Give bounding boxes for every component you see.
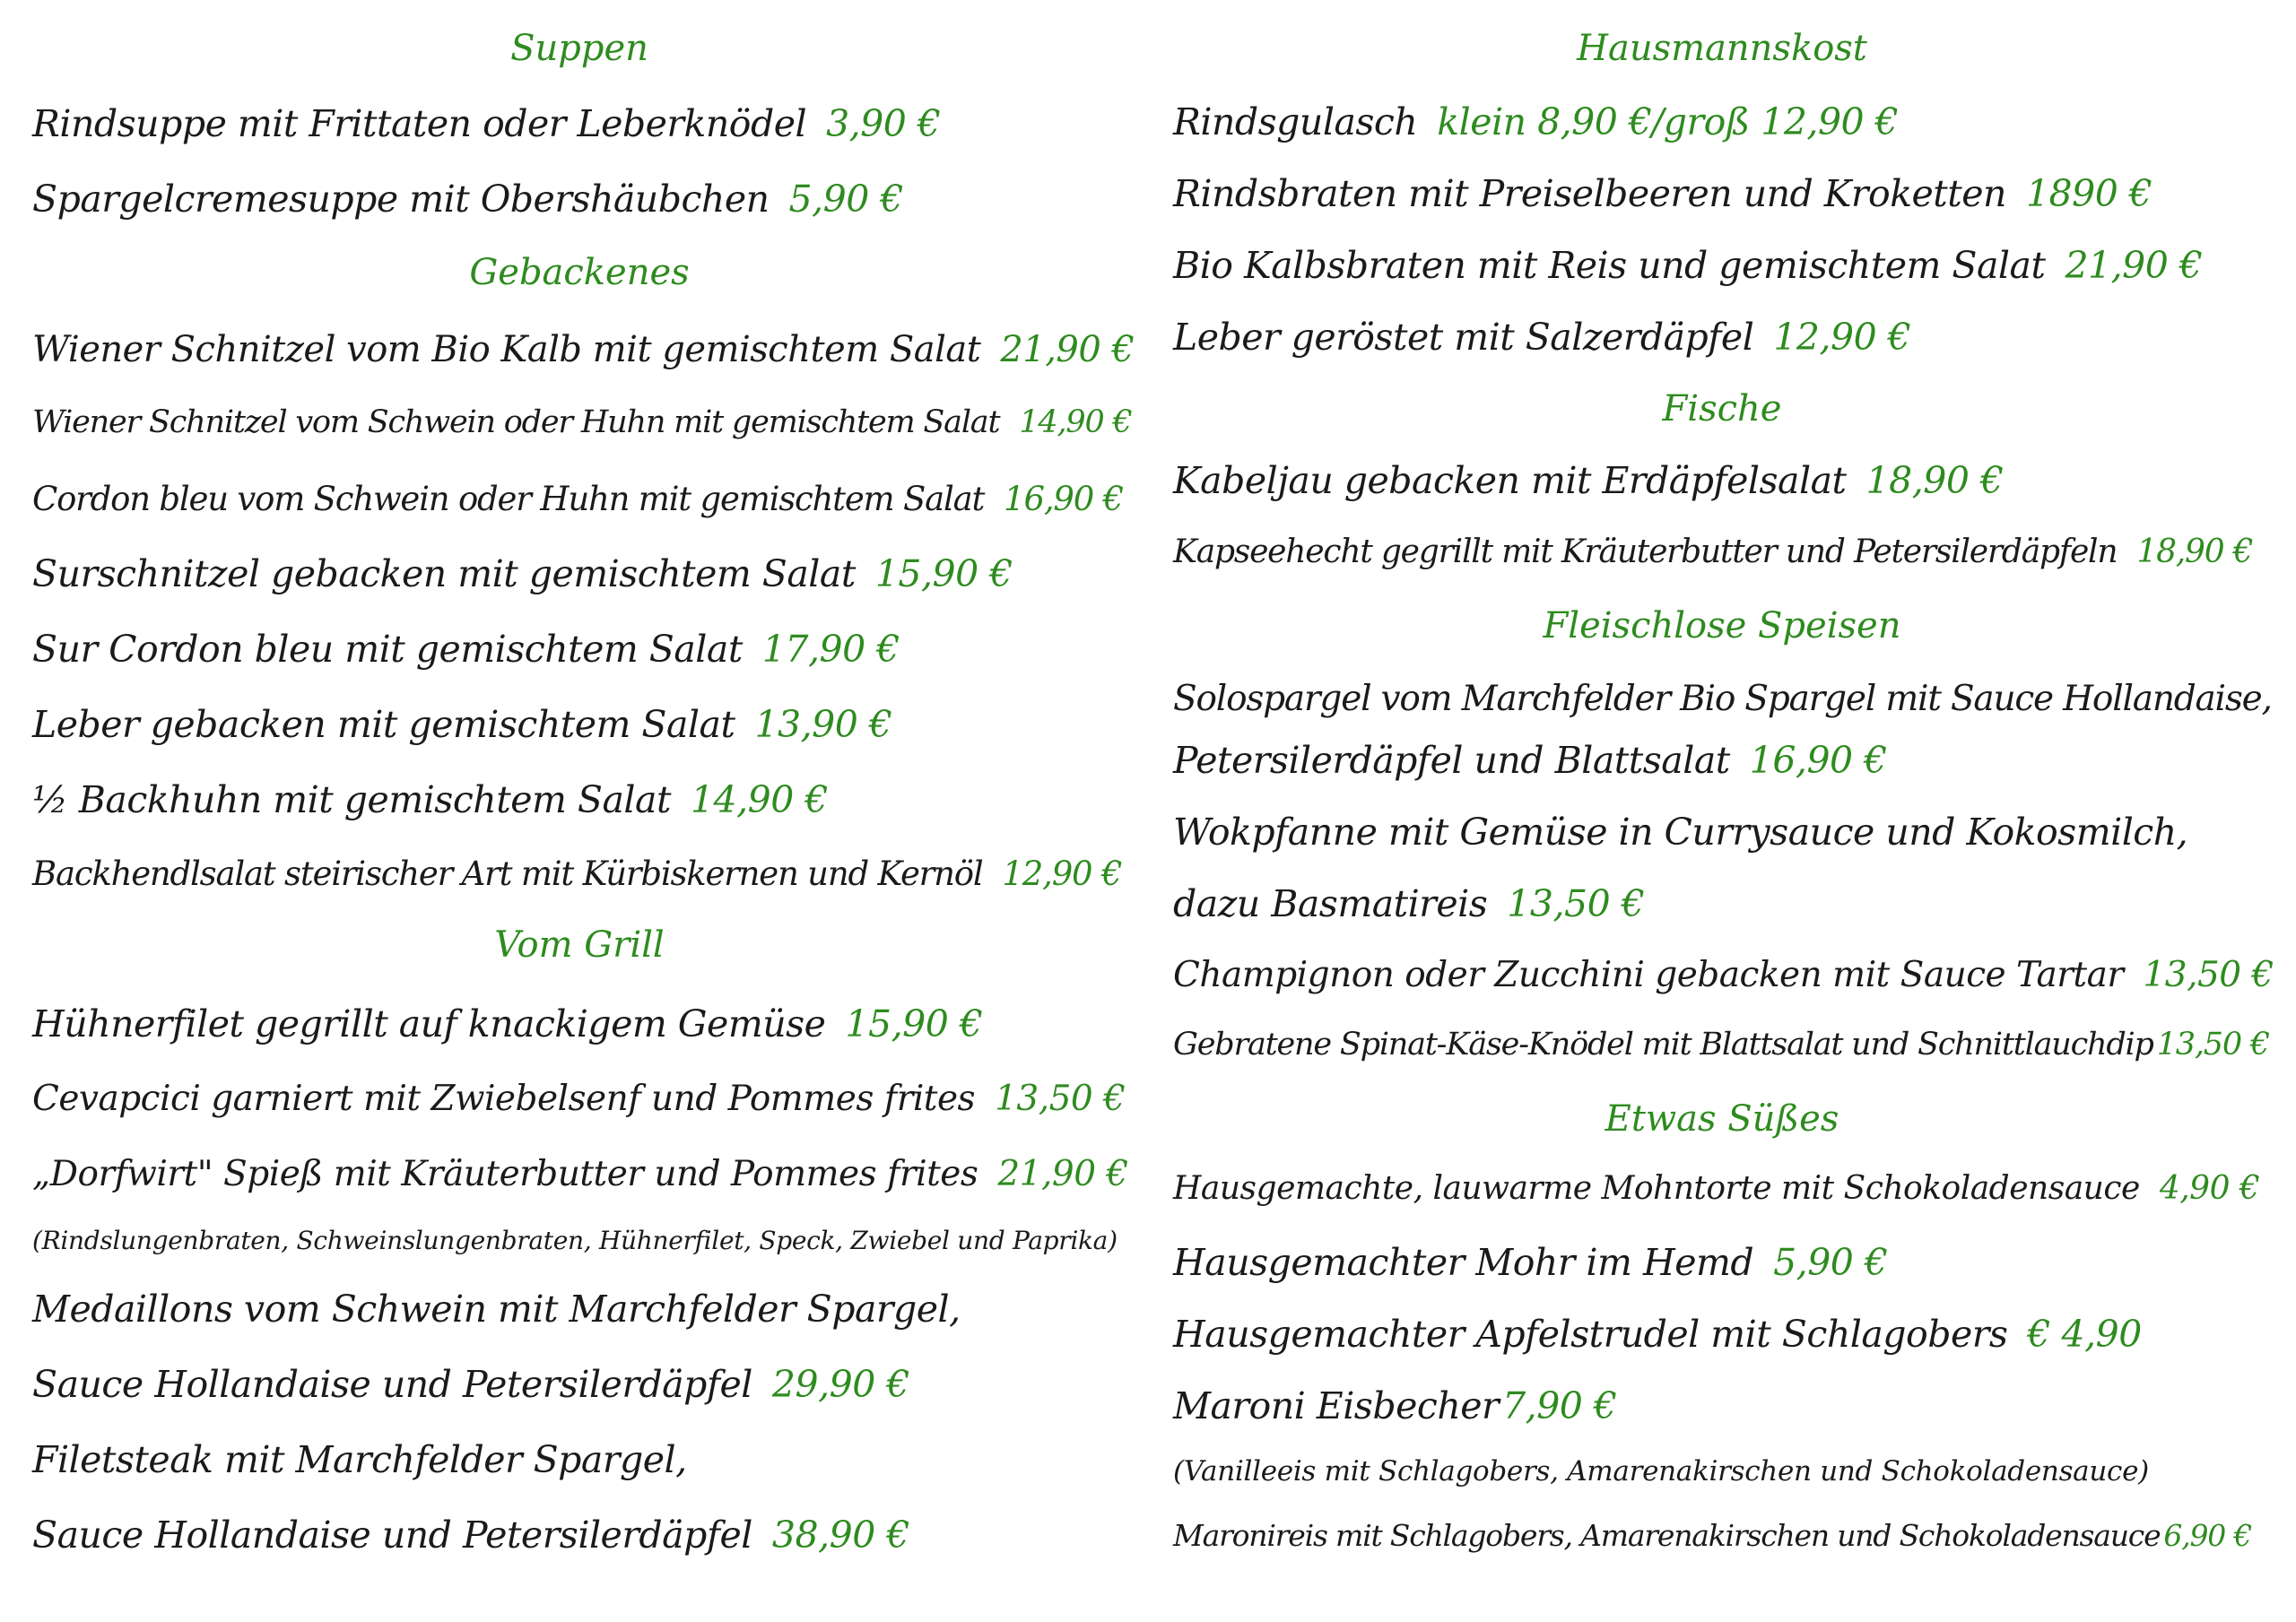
menu-item	[1173, 679, 2272, 719]
section-heading-fleischlose-speisen: Fleischlose Speisen	[1543, 605, 1901, 646]
section-heading-etwas-suesses: Etwas Süßes	[1605, 1098, 1839, 1140]
dish-price: klein 8,90 €/groß 12,90 €	[1437, 100, 1899, 143]
menu-item	[32, 854, 1122, 893]
menu-item	[32, 482, 1123, 516]
menu-item	[1173, 1518, 2252, 1553]
dish-name: Maroni Eisbecher	[1173, 1384, 1500, 1427]
dish-name: Surschnitzel gebacken mit gemischtem Salat	[32, 552, 856, 595]
menu-item	[1173, 739, 1887, 782]
menu-item	[32, 703, 892, 746]
dish-name: Maronireis mit Schlagobers, Amarenakirschen und Schokoladensauce	[1173, 1518, 2161, 1553]
dish-name: Leber gebacken mit gemischtem Salat	[32, 703, 735, 746]
dish-name: Petersilerdäpfel und Blattsalat	[1173, 739, 1730, 782]
menu-item	[1173, 1384, 1617, 1427]
menu-item	[1173, 100, 1899, 143]
menu-item	[32, 1154, 1128, 1194]
menu-item	[1173, 882, 1645, 925]
menu-item	[32, 1514, 909, 1557]
dish-price: 21,90 €	[997, 1154, 1128, 1194]
dish-name: Hühnerfilet gegrillt auf knackigem Gemüse	[32, 1002, 826, 1045]
dish-name: Kapseehecht gegrillt mit Kräuterbutter und Petersilerdäpfeln	[1173, 533, 2118, 570]
dish-name: Hausgemachte, lauwarme Mohntorte mit Schokoladensauce	[1173, 1170, 2140, 1207]
menu-item	[1173, 1029, 2269, 1061]
menu-item	[1173, 244, 2203, 287]
section-heading-gebackenes: Gebackenes	[469, 252, 690, 293]
section-heading-hausmannskost: Hausmannskost	[1577, 28, 1867, 69]
dish-price: 3,90 €	[826, 102, 941, 145]
menu-item	[32, 102, 941, 145]
section-heading-fische: Fische	[1662, 388, 1782, 429]
dish-price: 13,50 €	[2156, 1027, 2269, 1063]
dish-price: 14,90 €	[690, 778, 828, 821]
menu-item-note	[32, 1228, 1118, 1253]
dish-note: (Rindslungenbraten, Schweinslungenbraten, Hühnerfilet, Speck, Zwiebel und Paprika)	[32, 1226, 1118, 1255]
dish-name: dazu Basmatireis	[1173, 882, 1488, 925]
dish-price: 5,90 €	[788, 178, 903, 221]
dish-name: Rindsbraten mit Preiselbeeren und Kroketten	[1173, 172, 2006, 215]
dish-price: 6,90 €	[2163, 1518, 2252, 1553]
menu-item	[1173, 1241, 1888, 1284]
dish-name: ½ Backhuhn mit gemischtem Salat	[32, 778, 671, 821]
dish-price: 13,50 €	[1507, 882, 1645, 925]
dish-name: Medaillons vom Schwein mit Marchfelder Spargel,	[32, 1288, 961, 1331]
dish-price: 21,90 €	[2065, 244, 2203, 287]
dish-price: 7,90 €	[1502, 1384, 1617, 1427]
dish-name: Sur Cordon bleu mit gemischtem Salat	[32, 628, 743, 671]
dish-price: 14,90 €	[1019, 404, 1132, 440]
dish-price: 18,90 €	[2136, 533, 2253, 570]
dish-name: Solospargel vom Marchfelder Bio Spargel mit Sauce Hollandaise,	[1173, 679, 2272, 719]
menu-item	[1173, 172, 2152, 215]
menu-item	[1173, 316, 1911, 359]
menu-item	[32, 628, 900, 671]
menu-item	[32, 1363, 909, 1406]
dish-price: 16,90 €	[1004, 480, 1123, 518]
dish-price: 16,90 €	[1749, 739, 1887, 782]
dish-price: 15,90 €	[845, 1002, 983, 1045]
section-heading-suppen: Suppen	[510, 28, 648, 69]
dish-price: 21,90 €	[1000, 329, 1135, 370]
section-heading-vom-grill: Vom Grill	[494, 924, 665, 966]
menu-item	[1173, 1170, 2260, 1207]
menu-item	[32, 1288, 961, 1331]
menu-item	[1173, 533, 2253, 570]
dish-name: Rindsgulasch	[1173, 100, 1418, 143]
dish-price: 1890 €	[2025, 172, 2152, 215]
menu-item-note	[1173, 1455, 2149, 1488]
dish-name: Hausgemachter Mohr im Hemd	[1173, 1241, 1754, 1284]
dish-name: Spargelcremesuppe mit Obershäubchen	[32, 178, 770, 221]
dish-name: „Dorfwirt" Spieß mit Kräuterbutter und Pommes frites	[32, 1154, 978, 1194]
dish-price: 13,90 €	[754, 703, 892, 746]
menu-item	[32, 1079, 1126, 1119]
dish-price: 12,90 €	[1773, 316, 1911, 359]
menu-item	[1173, 955, 2274, 995]
dish-name: Hausgemachter Apfelstrudel mit Schlagobers	[1173, 1313, 2008, 1356]
dish-name: Rindsuppe mit Frittaten oder Leberknödel	[32, 102, 807, 145]
menu-item	[32, 1002, 983, 1045]
dish-price: 18,90 €	[1866, 459, 2004, 502]
dish-price: 13,50 €	[995, 1079, 1126, 1119]
dish-name: Leber geröstet mit Salzerdäpfel	[1173, 316, 1754, 359]
menu-item	[1173, 811, 2188, 854]
menu-item	[32, 329, 1135, 370]
menu-item	[32, 178, 903, 221]
menu-item	[1173, 459, 2004, 502]
dish-name: Sauce Hollandaise und Petersilerdäpfel	[32, 1514, 752, 1557]
dish-name: Wokpfanne mit Gemüse in Currysauce und Kokosmilch,	[1173, 811, 2188, 854]
dish-name: Cevapcici garniert mit Zwiebelsenf und Pommes frites	[32, 1079, 976, 1119]
dish-price: 13,50 €	[2143, 955, 2274, 995]
menu-item	[32, 778, 828, 821]
dish-price: 4,90 €	[2159, 1170, 2260, 1207]
dish-name: Wiener Schnitzel vom Schwein oder Huhn mit gemischtem Salat	[32, 404, 1000, 440]
dish-name: Kabeljau gebacken mit Erdäpfelsalat	[1173, 459, 1847, 502]
dish-price: 5,90 €	[1773, 1241, 1888, 1284]
dish-price: 38,90 €	[771, 1514, 909, 1557]
dish-name: Wiener Schnitzel vom Bio Kalb mit gemischtem Salat	[32, 329, 981, 370]
dish-price: 15,90 €	[874, 552, 1013, 595]
dish-price: 17,90 €	[761, 628, 900, 671]
dish-name: Filetsteak mit Marchfelder Spargel,	[32, 1438, 687, 1481]
menu-item	[1173, 1313, 2142, 1356]
dish-note: (Vanilleeis mit Schlagobers, Amarenakirschen und Schokoladensauce)	[1173, 1455, 2149, 1488]
dish-name: Cordon bleu vom Schwein oder Huhn mit gemischtem Salat	[32, 480, 985, 518]
menu-item	[32, 552, 1013, 595]
dish-price: 29,90 €	[771, 1363, 909, 1406]
dish-name: Champignon oder Zucchini gebacken mit Sauce Tartar	[1173, 955, 2124, 995]
menu-item	[32, 1438, 687, 1481]
dish-name: Bio Kalbsbraten mit Reis und gemischtem Salat	[1173, 244, 2046, 287]
dish-name: Sauce Hollandaise und Petersilerdäpfel	[32, 1363, 752, 1406]
menu-item	[32, 404, 1132, 440]
dish-price: 12,90 €	[1002, 854, 1122, 893]
dish-price: € 4,90	[2027, 1313, 2142, 1356]
dish-name: Gebratene Spinat-Käse-Knödel mit Blattsalat und Schnittlauchdip	[1173, 1027, 2153, 1063]
dish-name: Backhendlsalat steirischer Art mit Kürbiskernen und Kernöl	[32, 854, 983, 893]
